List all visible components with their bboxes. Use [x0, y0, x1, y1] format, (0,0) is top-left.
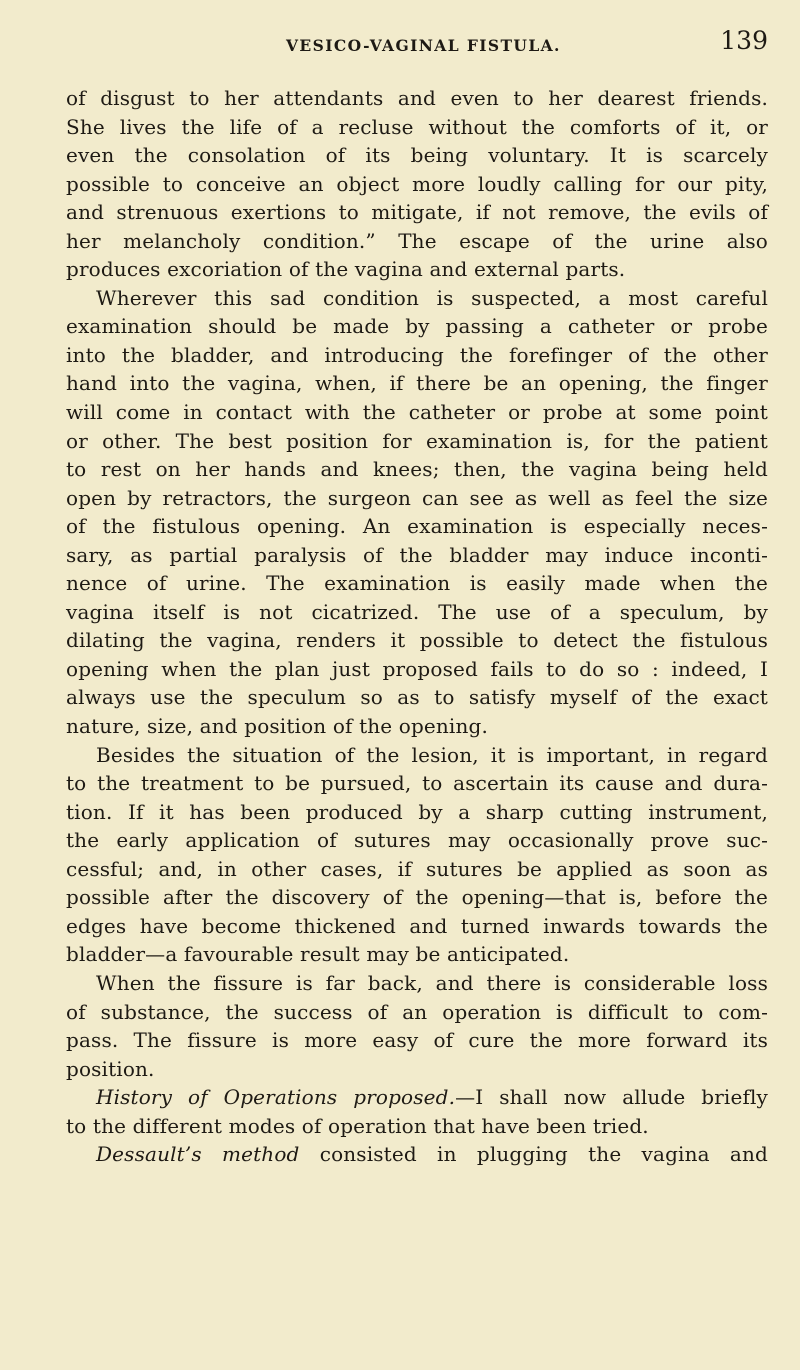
text-line: edges have become thickened and turned inwards towards the — [66, 913, 768, 938]
text-line: bladder—a favourable result may be anticipated. — [66, 942, 570, 967]
text-line: possible after the discovery of the opening—that is, before the — [66, 885, 768, 910]
text-line: or other. The best position for examination is, for the patient — [66, 428, 768, 453]
text-fragment: consisted in plugging the vagina and — [299, 1142, 768, 1167]
text-line: Wherever this sad condition is suspected, a most careful — [96, 285, 768, 310]
text-line: She lives the life of a recluse without the comforts of it, or — [66, 114, 768, 139]
running-head: VESICO-VAGINAL FISTULA. — [286, 36, 561, 55]
em-dash: — — [455, 1085, 476, 1110]
subheading-line — [66, 1140, 768, 1169]
text-line: the early application of sutures may occasionally prove suc- — [66, 828, 768, 853]
text-line: When the fissure is far back, and there is considerable loss — [96, 970, 768, 995]
text-line: into the bladder, and introducing the forefinger of the other — [66, 342, 768, 367]
page-header — [66, 26, 768, 66]
text-line: position. — [66, 1056, 155, 1081]
body-text — [66, 84, 768, 1169]
text-line: to rest on her hands and knees; then, the vagina being held — [66, 457, 768, 482]
text-line: even the consolation of its being voluntary. It is scarcely — [66, 143, 768, 168]
page-number: 139 — [720, 26, 768, 55]
text-line: and strenuous exertions to mitigate, if not remove, the evils of — [66, 200, 768, 225]
section-heading-line — [66, 1083, 768, 1112]
text-line: of the fistulous opening. An examination is especially neces- — [66, 514, 768, 539]
text-line: sary, as partial paralysis of the bladder may induce inconti- — [66, 542, 768, 567]
method-subheading: Dessault’s method — [96, 1142, 300, 1167]
text-line: nature, size, and position of the opening. — [66, 714, 488, 739]
text-line: dilating the vagina, renders it possible to detect the fistulous — [66, 628, 768, 653]
text-line: nence of urine. The examination is easily made when the — [66, 571, 768, 596]
text-line: to the different modes of operation that have been tried. — [66, 1113, 649, 1138]
text-line: of substance, the success of an operation is difficult to com- — [66, 999, 768, 1024]
text-line: Besides the situation of the lesion, it is important, in regard — [96, 742, 768, 767]
text-fragment: I shall now allude briefly — [475, 1085, 768, 1110]
text-line: tion. If it has been produced by a sharp cutting instrument, — [66, 799, 768, 824]
text-line: vagina itself is not cicatrized. The use of a speculum, by — [66, 599, 768, 624]
text-line: opening when the plan just proposed fails to do so : indeed, I — [66, 656, 768, 681]
text-line: examination should be made by passing a catheter or probe — [66, 314, 768, 339]
text-line: hand into the vagina, when, if there be an opening, the finger — [66, 371, 768, 396]
text-line: cessful; and, in other cases, if sutures be applied as soon as — [66, 856, 768, 881]
text-line: to the treatment to be pursued, to ascertain its cause and dura- — [66, 771, 768, 796]
text-line: always use the speculum so as to satisfy myself of the exact — [66, 685, 768, 710]
text-line: pass. The fissure is more easy of cure the more forward its — [66, 1028, 768, 1053]
section-heading: History of Operations proposed. — [96, 1085, 456, 1110]
text-line: possible to conceive an object more loudly calling for our pity, — [66, 171, 768, 196]
text-line: open by retractors, the surgeon can see as well as feel the size — [66, 485, 768, 510]
text-line: produces excoriation of the vagina and external parts. — [66, 257, 626, 282]
text-line: of disgust to her attendants and even to her dearest friends. — [66, 86, 768, 110]
text-line: will come in contact with the catheter or probe at some point — [66, 400, 768, 425]
text-line: her melancholy condition.” The escape of the urine also — [66, 228, 768, 253]
